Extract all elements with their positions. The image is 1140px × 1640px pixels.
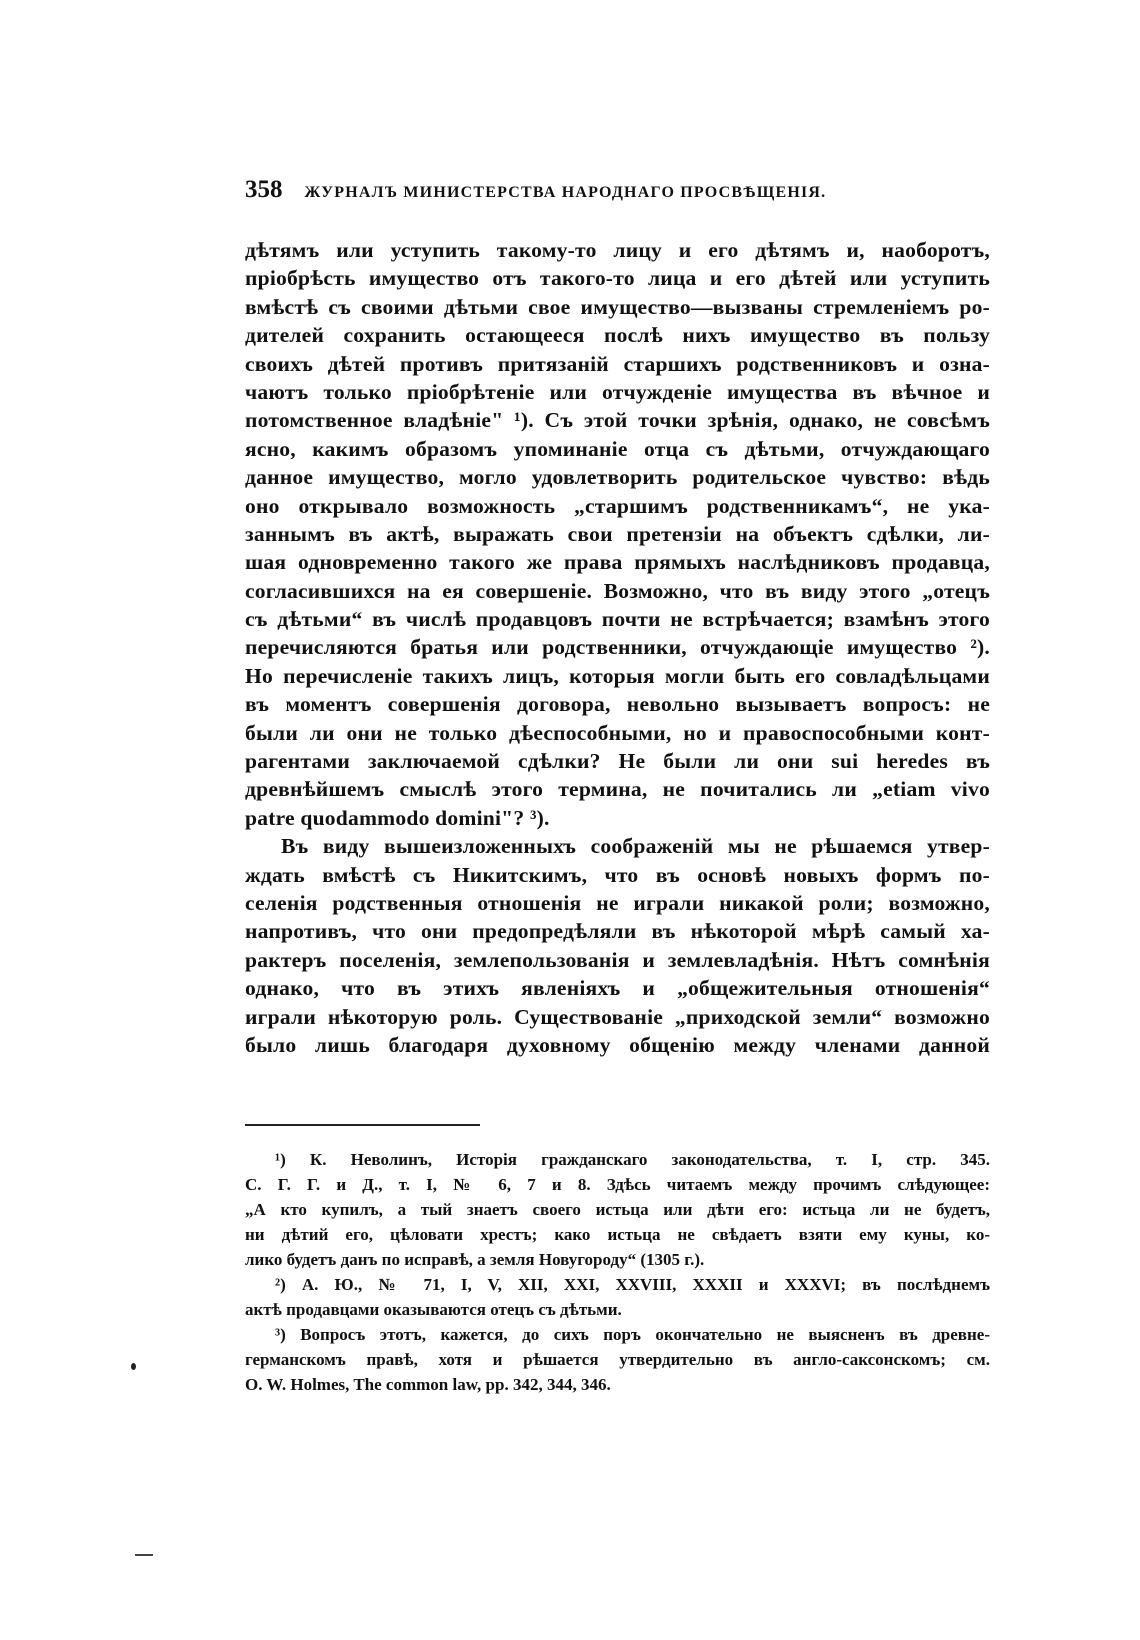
footnote-1: ¹) К. Неволинъ, Исторія гражданскаго законодательства, т. I, стр. 345. <box>275 1150 990 1169</box>
footnote-line: ни дѣтий его, цѣловати хрестъ; како истьца не свѣдаетъ взяти ему куны, ко- <box>245 1225 990 1244</box>
text-line: съ дѣтьми“ въ числѣ продавцовъ почти не встрѣчается; взамѣнъ этого <box>245 607 990 632</box>
text-line: напротивъ, что они предопредѣляли въ нѣкоторой мѣрѣ самый ха- <box>245 919 990 944</box>
text-line: чаютъ только пріобрѣтеніе или отчужденіе имущества въ вѣчное и <box>245 379 990 404</box>
text-line: ждать вмѣстѣ съ Никитскимъ, что въ основѣ новыхъ формъ по- <box>245 862 990 887</box>
text-line: играли нѣкоторую роль. Существованіе „приходской земли“ возможно <box>245 1004 990 1029</box>
text-line: вмѣстѣ съ своими дѣтьми свое имущество—вызваны стремленіемъ ро- <box>245 294 990 319</box>
footnote-3: ³) Вопросъ этотъ, кажется, до сихъ поръ окончательно не выясненъ въ древне- <box>275 1325 990 1344</box>
text-line: данное имущество, могло удовлетворить родительское чувство: вѣдь <box>245 465 990 490</box>
footnote-2: ²) А. Ю., № 71, I, V, XII, XXI, XXVIII, XXXII и XXXVI; въ послѣднемъ <box>275 1275 990 1294</box>
footnote-line: германскомъ правѣ, хотя и рѣшается утвердительно въ англо-саксонскомъ; см. <box>245 1350 990 1369</box>
footnote-line: лико будетъ данъ по исправѣ, а земля Новугороду“ (1305 г.). <box>245 1250 705 1269</box>
scan-mark <box>135 1554 153 1556</box>
footnote-line: С. Г. Г. и Д., т. I, № 6, 7 и 8. Здѣсь читаемъ между прочимъ слѣдующее: <box>245 1175 990 1194</box>
text-line: согласившихся на ея совершеніе. Возможно, что въ виду этого „отецъ <box>245 578 990 603</box>
text-line: заннымъ въ актѣ, выражать свои претензіи на объектъ сдѣлки, ли- <box>245 521 990 546</box>
text-line: древнѣйшемъ смыслѣ этого термина, не почитались ли „etiam vivo <box>245 777 990 802</box>
footnote-divider <box>245 1124 480 1126</box>
footnote-line: „А кто купилъ, а тый знаетъ своего истьца или дѣти его: истьца ли не будетъ, <box>245 1200 990 1219</box>
text-line: потомственное владѣніе" ¹). Съ этой точки зрѣнія, однако, не совсѣмъ <box>245 408 990 433</box>
text-line: однако, что въ этихъ явленіяхъ и „общежительныя отношенія“ <box>245 976 990 1001</box>
page-number: 358 <box>245 176 283 203</box>
footnote-line: O. W. Holmes, The common law, pp. 342, 344, 346. <box>245 1375 611 1394</box>
text-line: оно открывало возможность „старшимъ родственникамъ“, не ука- <box>245 493 990 518</box>
text-line: своихъ дѣтей противъ притязаній старшихъ родственниковъ и озна- <box>245 351 990 376</box>
text-line: пріобрѣсть имущество отъ такого-то лица и его дѣтей или уступить <box>245 266 990 291</box>
text-line: рагентами заключаемой сдѣлки? Не были ли они sui heredes въ <box>245 749 990 774</box>
footnotes <box>245 1147 990 1397</box>
footnote-line: актѣ продавцами оказываются отецъ съ дѣтьми. <box>245 1300 622 1319</box>
text-line: дителей сохранить остающееся послѣ нихъ имущество въ пользу <box>245 323 990 348</box>
text-line: были ли они не только дѣеспособными, но и правоспособными конт- <box>245 720 990 745</box>
text-line: ясно, какимъ образомъ упоминаніе отца съ дѣтьми, отчуждающаго <box>245 436 990 461</box>
running-title: ЖУРНАЛЪ МИНИСТЕРСТВА НАРОДНАГО ПРОСВѢЩЕНІЯ. <box>304 184 827 201</box>
text-line: было лишь благодаря духовному общенію между членами данной <box>245 1032 990 1057</box>
page-header <box>245 176 990 210</box>
text-line: въ моментъ совершенія договора, невольно вызываетъ вопросъ: не <box>245 692 990 717</box>
text-line: перечисляются братья или родственники, отчуждающіе имущество ²). <box>245 635 990 660</box>
paragraph-end-line: patre quodammodo domini"? ³). <box>245 805 550 830</box>
text-line: шая одновременно такого же права прямыхъ наслѣдниковъ продавца, <box>245 550 990 575</box>
text-line: Но перечисленіе такихъ лицъ, которыя могли быть его совладѣльцами <box>245 663 990 688</box>
paragraph-start-line: Въ виду вышеизложенныхъ соображеній мы не рѣшаемся утвер- <box>281 834 990 859</box>
scan-speck <box>131 1363 136 1370</box>
text-line: селенія родственныя отношенія не играли никакой роли; возможно, <box>245 890 990 915</box>
text-line: рактеръ поселенія, землепользованія и землевладѣнія. Нѣтъ сомнѣнія <box>245 947 990 972</box>
text-line: дѣтямъ или уступить такому-то лицу и его дѣтямъ и, наоборотъ, <box>245 238 990 262</box>
main-text <box>245 236 990 1059</box>
